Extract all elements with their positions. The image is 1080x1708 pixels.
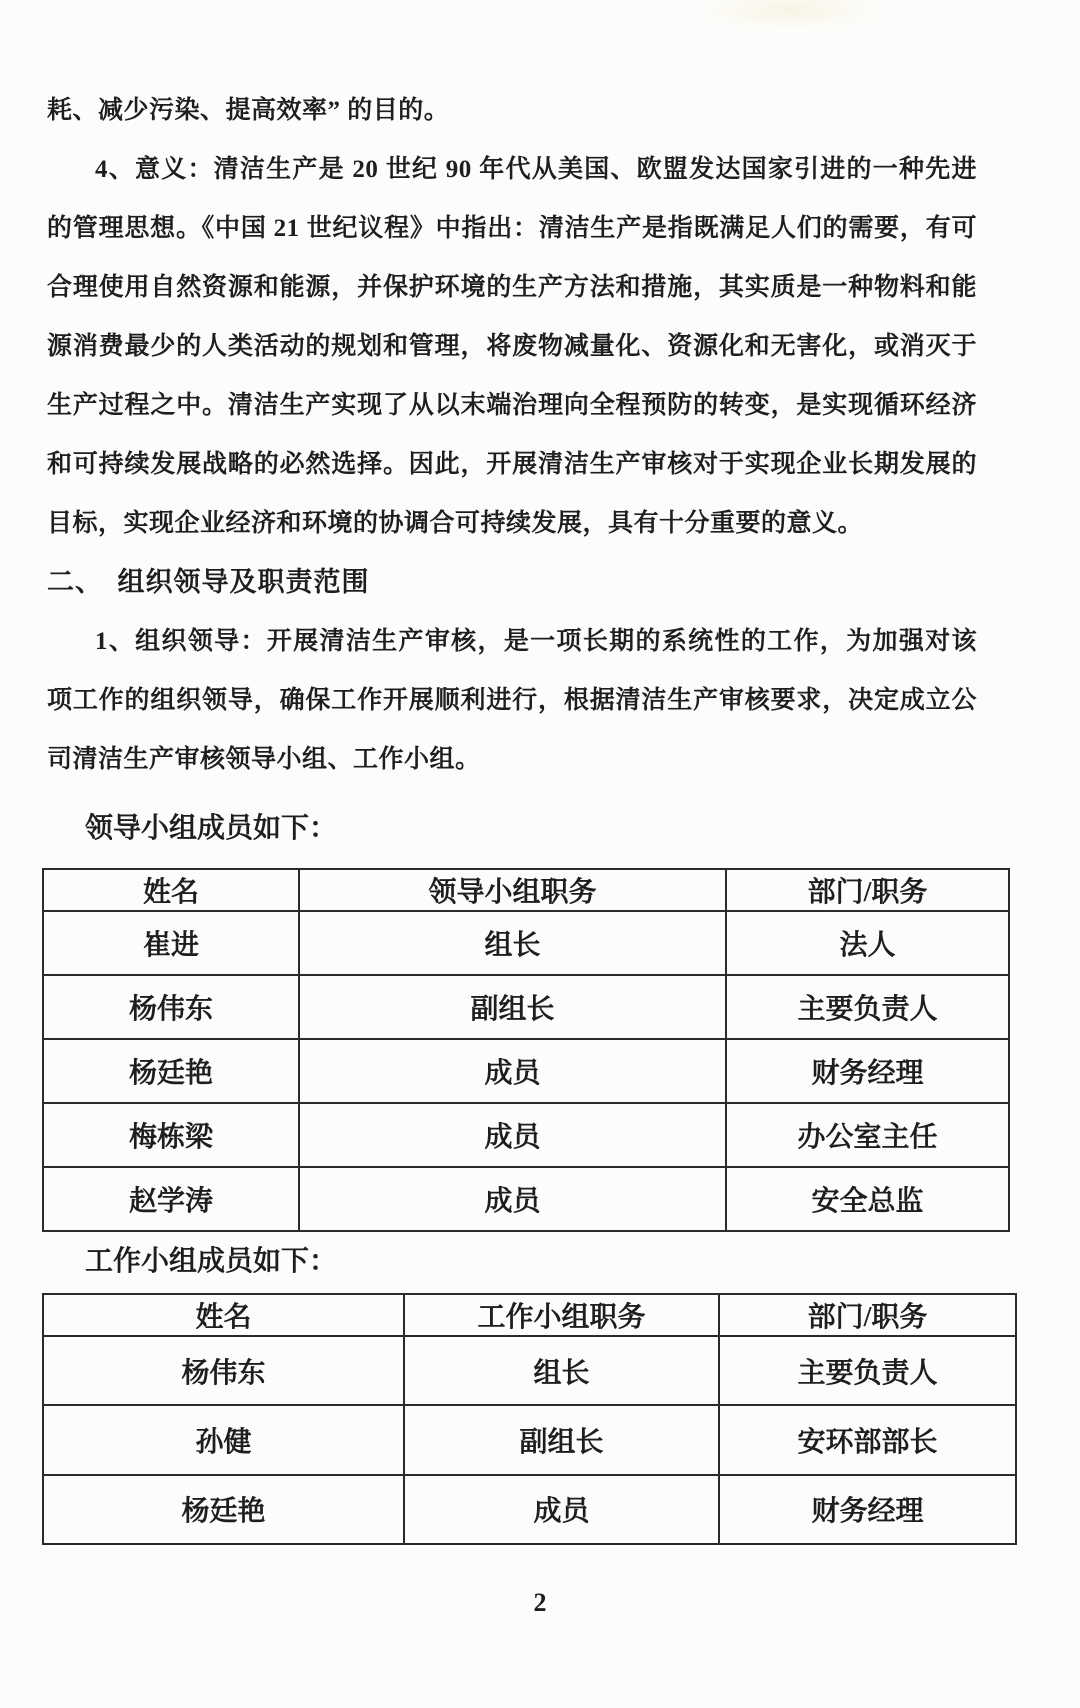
body-line: 生产过程之中。清洁生产实现了从以末端治理向全程预防的转变，是实现循环经济 bbox=[47, 392, 977, 419]
column-header-dept: 部门/职务 bbox=[726, 869, 1009, 911]
cell-dept: 办公室主任 bbox=[726, 1103, 1009, 1167]
table-row bbox=[43, 1039, 1009, 1103]
body-line: 司清洁生产审核领导小组、工作小组。 bbox=[47, 746, 481, 773]
body-line: 1、组织领导：开展清洁生产审核，是一项长期的系统性的工作，为加强对该 bbox=[95, 628, 977, 655]
work-group-table bbox=[42, 1293, 1017, 1545]
leader-group-table bbox=[42, 868, 1010, 1232]
body-line: 和可持续发展战略的必然选择。因此，开展清洁生产审核对于实现企业长期发展的 bbox=[47, 451, 977, 478]
cell-role: 副组长 bbox=[299, 975, 726, 1039]
work-group-label: 工作小组成员如下： bbox=[85, 1246, 338, 1277]
table-header-row bbox=[43, 1294, 1016, 1336]
page-number: 2 bbox=[533, 1588, 547, 1617]
cell-role: 组长 bbox=[299, 911, 726, 975]
cell-dept: 法人 bbox=[726, 911, 1009, 975]
table-row bbox=[43, 911, 1009, 975]
body-text bbox=[47, 81, 977, 789]
body-line: 耗、减少污染、提高效率” 的目的。 bbox=[47, 97, 450, 124]
cell-name: 赵学涛 bbox=[43, 1167, 299, 1231]
cell-role: 成员 bbox=[299, 1039, 726, 1103]
column-header-role: 工作小组职务 bbox=[404, 1294, 719, 1336]
cell-role: 组长 bbox=[404, 1336, 719, 1405]
cell-dept: 财务经理 bbox=[719, 1475, 1016, 1544]
column-header-name: 姓名 bbox=[43, 1294, 404, 1336]
body-line: 源消费最少的人类活动的规划和管理，将废物减量化、资源化和无害化，或消灭于 bbox=[47, 333, 977, 360]
cell-name: 杨伟东 bbox=[43, 975, 299, 1039]
body-line: 4、意义：清洁生产是 20 世纪 90 年代从美国、欧盟发达国家引进的一种先进 bbox=[95, 156, 977, 183]
cell-role: 成员 bbox=[299, 1167, 726, 1231]
table-header-row bbox=[43, 869, 1009, 911]
cell-name: 崔进 bbox=[43, 911, 299, 975]
cell-dept: 安全总监 bbox=[726, 1167, 1009, 1231]
scan-smudge bbox=[700, 0, 880, 30]
table-row bbox=[43, 975, 1009, 1039]
table-row bbox=[43, 1167, 1009, 1231]
cell-role: 成员 bbox=[299, 1103, 726, 1167]
cell-name: 杨伟东 bbox=[43, 1336, 404, 1405]
cell-name: 梅栋梁 bbox=[43, 1103, 299, 1167]
body-line: 的管理思想。《中国 21 世纪议程》中指出：清洁生产是指既满足人们的需要，有可 bbox=[47, 215, 977, 242]
cell-dept: 安环部部长 bbox=[719, 1405, 1016, 1474]
cell-role: 副组长 bbox=[404, 1405, 719, 1474]
leader-group-label: 领导小组成员如下： bbox=[85, 813, 338, 844]
cell-dept: 财务经理 bbox=[726, 1039, 1009, 1103]
cell-name: 孙健 bbox=[43, 1405, 404, 1474]
table-row bbox=[43, 1405, 1016, 1474]
body-line: 合理使用自然资源和能源，并保护环境的生产方法和措施，其实质是一种物料和能 bbox=[47, 274, 977, 301]
cell-name: 杨廷艳 bbox=[43, 1475, 404, 1544]
cell-dept: 主要负责人 bbox=[726, 975, 1009, 1039]
cell-dept: 主要负责人 bbox=[719, 1336, 1016, 1405]
column-header-name: 姓名 bbox=[43, 869, 299, 911]
cell-name: 杨廷艳 bbox=[43, 1039, 299, 1103]
cell-role: 成员 bbox=[404, 1475, 719, 1544]
section-heading: 二、 组织领导及职责范围 bbox=[47, 567, 370, 597]
body-line: 项工作的组织领导，确保工作开展顺利进行，根据清洁生产审核要求，决定成立公 bbox=[47, 687, 977, 714]
column-header-role: 领导小组职务 bbox=[299, 869, 726, 911]
body-line: 目标，实现企业经济和环境的协调合可持续发展，具有十分重要的意义。 bbox=[47, 510, 864, 537]
table-row bbox=[43, 1475, 1016, 1544]
table-row bbox=[43, 1103, 1009, 1167]
table-row bbox=[43, 1336, 1016, 1405]
column-header-dept: 部门/职务 bbox=[719, 1294, 1016, 1336]
